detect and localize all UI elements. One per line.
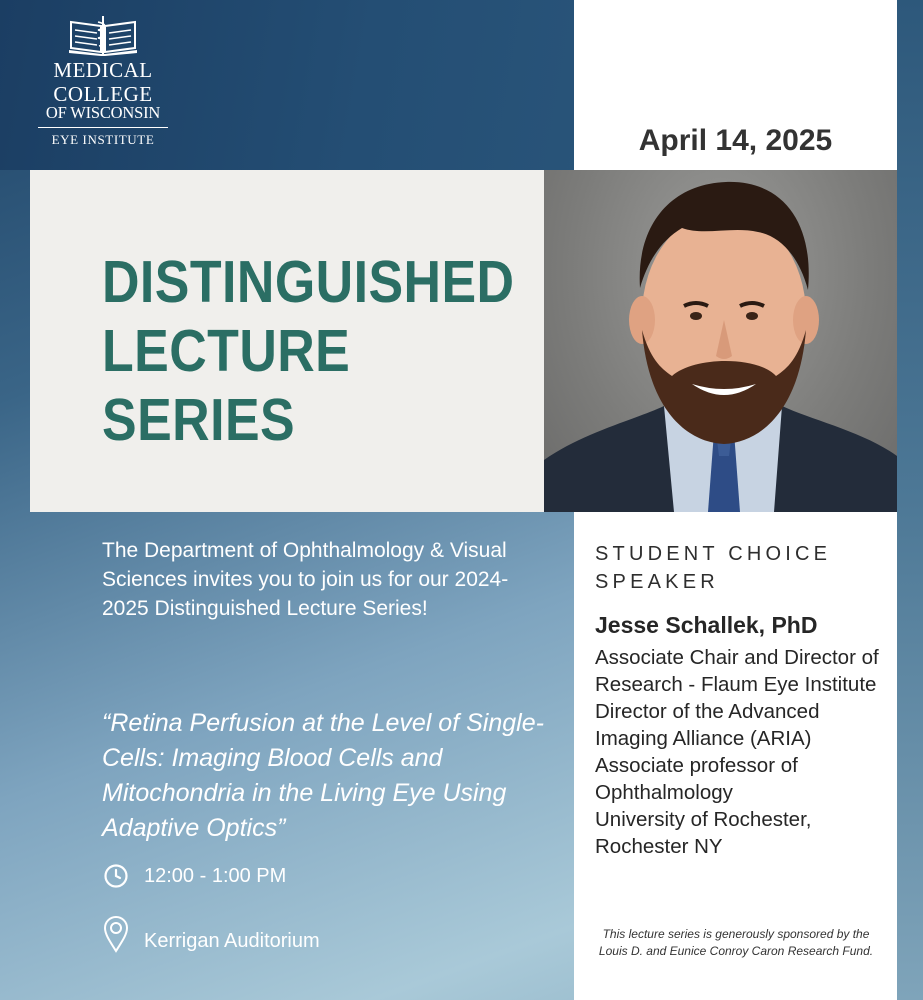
- title-line-1: DISTINGUISHED: [102, 249, 515, 315]
- speaker-roles: [595, 644, 895, 860]
- mcw-logo: [38, 14, 168, 154]
- speaker-panel: [574, 512, 897, 1000]
- clock-icon: [102, 862, 130, 890]
- logo-line-college: COLLEGE: [53, 82, 153, 106]
- event-date: April 14, 2025: [638, 124, 833, 157]
- speaker-role: Associate professor of Ophthalmology: [595, 754, 798, 804]
- event-time: 12:00 - 1:00 PM: [144, 864, 287, 887]
- logo-divider: [38, 127, 168, 128]
- intro-text: The Department of Ophthalmology & Visual Sciences invites you to join us for our 2024-2025 Distinguished Lecture Series!: [102, 539, 509, 620]
- student-choice-label: STUDENT CHOICE SPEAKER: [595, 543, 832, 593]
- date-panel: [574, 0, 897, 170]
- speaker-portrait-illustration: [544, 170, 897, 512]
- speaker-name: Jesse Schallek, PhD: [595, 612, 818, 638]
- logo-line-wisconsin: OF WISCONSIN: [45, 103, 161, 122]
- map-pin-icon: [102, 914, 130, 954]
- title-line-3: SERIES: [102, 387, 296, 453]
- speaker-role: Director of the Advanced Imaging Alliance (ARIA): [595, 700, 820, 750]
- speaker-role: Associate Chair and Director of Research - Flaum Eye Institute: [595, 646, 879, 696]
- open-book-caduceus-icon: [67, 14, 139, 56]
- event-location: Kerrigan Auditorium: [144, 929, 320, 952]
- series-title: [102, 248, 514, 455]
- sponsor-note: This lecture series is generously sponsored by the Louis D. and Eunice Conroy Caron Research Fund.: [598, 927, 874, 958]
- logo-line-medical: MEDICAL: [53, 58, 153, 82]
- time-row: [102, 862, 286, 890]
- location-row: [102, 914, 320, 954]
- logo-line-eye-institute: EYE INSTITUTE: [51, 132, 155, 147]
- speaker-role: University of Rochester, Rochester NY: [595, 808, 812, 858]
- speaker-photo: [544, 170, 897, 512]
- title-panel: [30, 170, 544, 512]
- right-edge-strip: [897, 0, 923, 1000]
- title-line-2: LECTURE: [102, 318, 351, 384]
- lecture-title: “Retina Perfusion at the Level of Single-Cells: Imaging Blood Cells and Mitochondria in the Living Eye Using Adaptive Optics”: [102, 709, 544, 842]
